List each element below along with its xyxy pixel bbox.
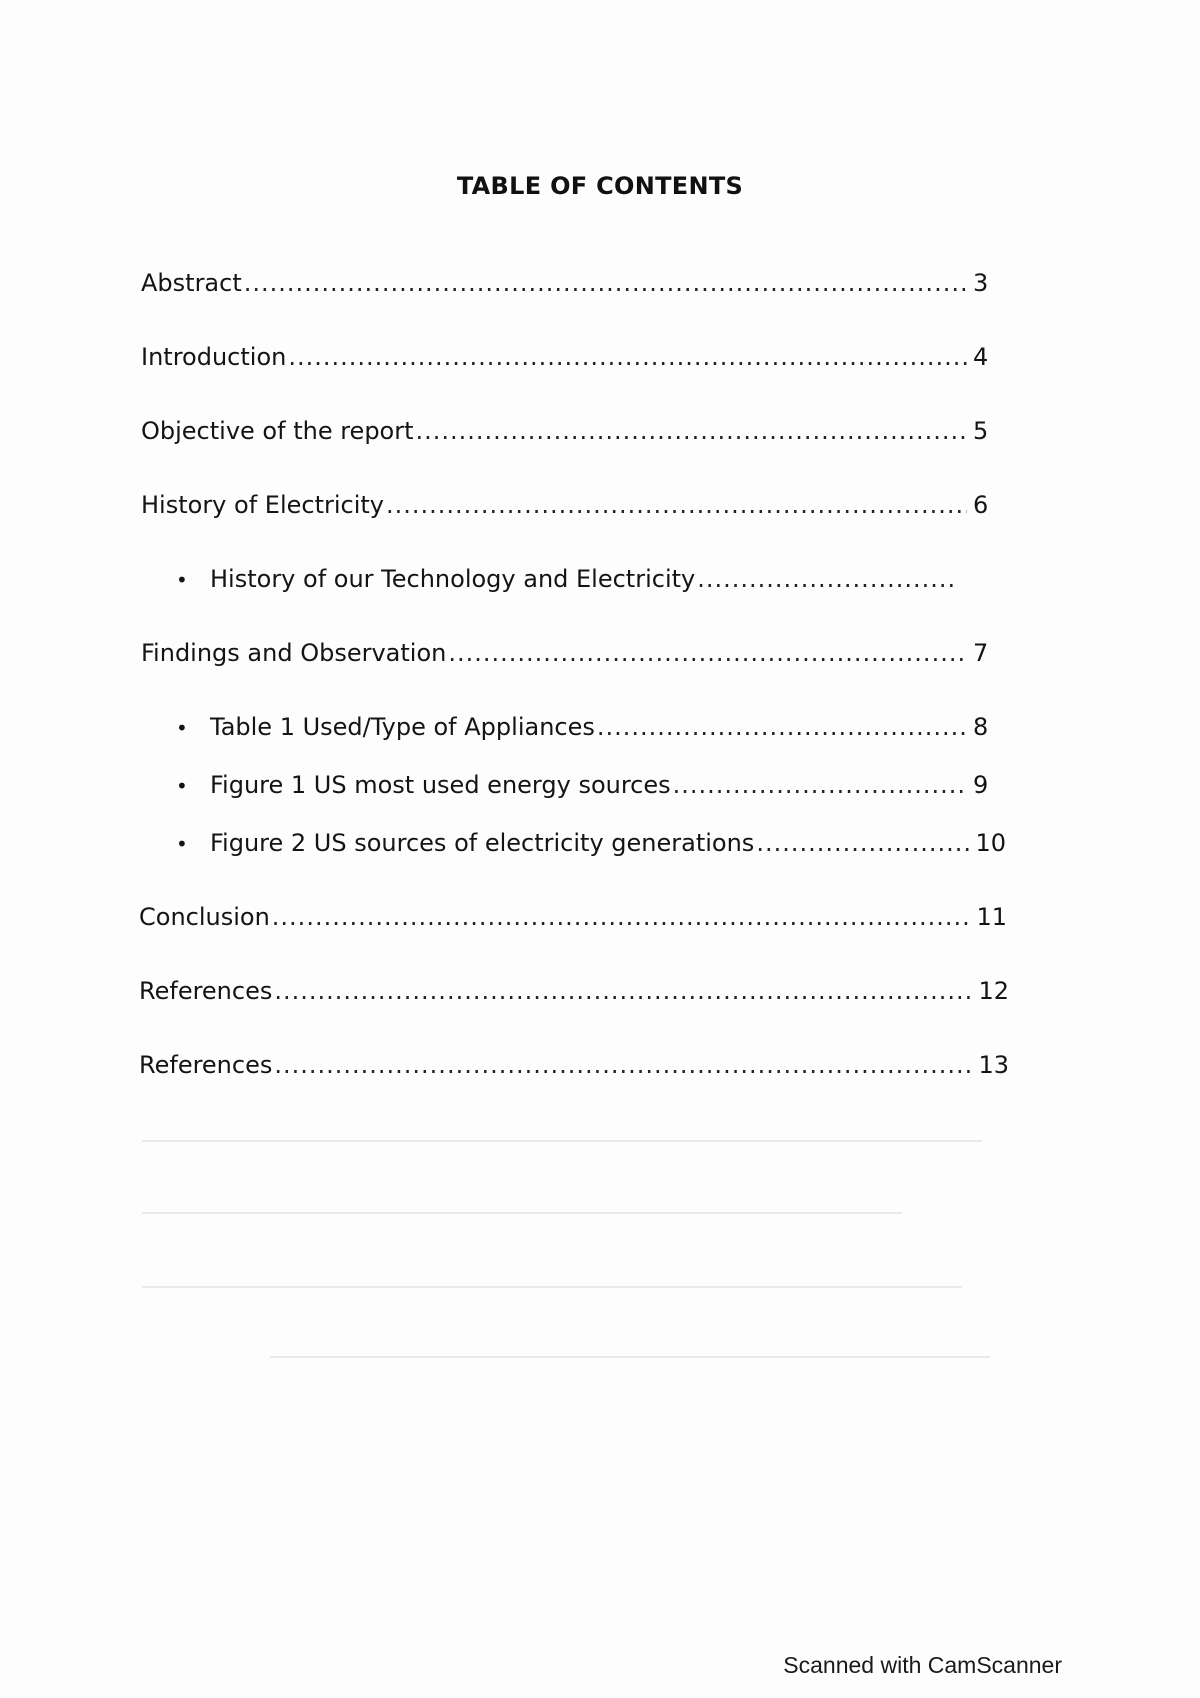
bleed-through-line [142, 1212, 902, 1214]
toc-entry-objective [141, 416, 1001, 446]
dot-leader [756, 828, 969, 858]
toc-entry-references-2 [139, 1050, 1009, 1080]
toc-entry-page: 12 [978, 977, 1009, 1005]
bullet-icon: • [176, 832, 188, 856]
toc-subentry-table-1 [176, 712, 1001, 743]
dot-leader [288, 342, 967, 372]
toc-entry-label: Figure 1 US most used energy sources [210, 771, 671, 799]
toc-entry-page: 11 [976, 903, 1007, 931]
toc-entry-label: Conclusion [139, 903, 270, 931]
dot-leader [416, 416, 967, 446]
toc-title: TABLE OF CONTENTS [456, 172, 744, 200]
toc-entry-label: References [139, 977, 273, 1005]
toc-entry-history-electricity [141, 490, 1001, 520]
toc-entry-label: Objective of the report [141, 417, 414, 445]
bleed-through-line [142, 1140, 982, 1142]
scanner-watermark: Scanned with CamScanner [783, 1652, 1062, 1678]
dot-leader [697, 564, 958, 594]
dot-leader [386, 490, 967, 520]
toc-entry-page: 6 [973, 491, 989, 519]
bleed-through-line [142, 1286, 962, 1288]
bleed-through-line [270, 1356, 990, 1358]
toc-entry-label: History of our Technology and Electricity [210, 565, 696, 593]
bullet-icon: • [176, 774, 188, 798]
toc-entry-references-1 [139, 976, 1009, 1006]
toc-entry-page: 9 [973, 771, 989, 799]
toc-entry-conclusion [139, 902, 1007, 932]
toc-entry-page: 4 [973, 343, 989, 371]
dot-leader [274, 1050, 972, 1080]
toc-entry-abstract [141, 268, 1001, 298]
toc-entry-findings [141, 638, 1001, 668]
toc-subentry-figure-2 [176, 828, 1006, 859]
toc-entry-page: 13 [978, 1051, 1009, 1079]
dot-leader [597, 712, 967, 742]
toc-entry-label: Findings and Observation [141, 639, 447, 667]
toc-entry-label: Introduction [141, 343, 287, 371]
toc-entry-label: References [139, 1051, 273, 1079]
dot-leader [448, 638, 967, 668]
toc-entry-label: History of Electricity [141, 491, 384, 519]
dot-leader [274, 976, 972, 1006]
toc-entry-page: 7 [973, 639, 989, 667]
toc-entry-page: 3 [973, 269, 989, 297]
bullet-icon: • [176, 568, 188, 592]
toc-entry-label: Table 1 Used/Type of Appliances [210, 713, 595, 741]
toc-entry-label: Figure 2 US sources of electricity generations [210, 829, 755, 857]
dot-leader [272, 902, 971, 932]
toc-entry-introduction [141, 342, 1001, 372]
bullet-icon: • [176, 716, 188, 740]
toc-entry-page: 5 [973, 417, 989, 445]
toc-entry-label: Abstract [141, 269, 242, 297]
dot-leader [673, 770, 967, 800]
toc-entry-page: 10 [975, 829, 1006, 857]
toc-subentry-history-technology [176, 564, 960, 595]
toc-subentry-figure-1 [176, 770, 1001, 801]
toc-entry-page: 8 [973, 713, 989, 741]
dot-leader [244, 268, 967, 298]
